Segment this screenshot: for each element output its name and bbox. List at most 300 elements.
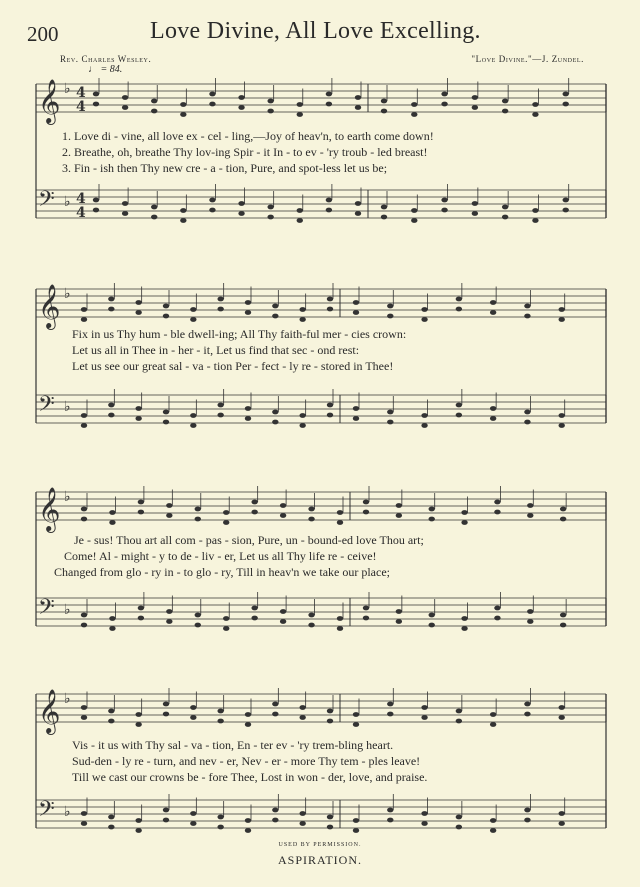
note-head [524, 712, 530, 717]
note-head [461, 520, 467, 525]
note-head [272, 420, 278, 425]
note-head [421, 317, 427, 322]
author-credit: Rev. Charles Wesley. [60, 54, 152, 64]
note-head [109, 626, 115, 631]
time-signature-bottom: 4 [76, 99, 86, 115]
note-head [81, 613, 87, 618]
note-head [429, 613, 435, 618]
note-head [122, 105, 128, 110]
note-head [190, 715, 196, 720]
bass-clef: 𝄢 [38, 595, 55, 625]
note-head [363, 606, 369, 611]
note-head [81, 507, 87, 512]
note-head [524, 314, 530, 319]
note-head [93, 208, 99, 213]
note-head [93, 198, 99, 203]
hymn-title: Love Divine, All Love Excelling. [150, 18, 481, 44]
note-head [163, 314, 169, 319]
note-head [532, 218, 538, 223]
note-head [217, 413, 223, 418]
note-head [456, 403, 462, 408]
note-head [353, 300, 359, 305]
note-head [527, 619, 533, 624]
bass-clef: 𝄢 [38, 392, 55, 422]
note-head [396, 503, 402, 508]
note-head [195, 613, 201, 618]
note-head [363, 616, 369, 621]
note-head [245, 828, 251, 833]
lyric-verse-3: Till we cast our crowns be - fore Thee, Lost in won - der, love, and praise. [72, 770, 428, 784]
note-head [223, 520, 229, 525]
note-head [490, 416, 496, 421]
note-head [353, 712, 359, 717]
note-head [337, 520, 343, 525]
note-head [494, 606, 500, 611]
note-head [217, 825, 223, 830]
note-head [190, 811, 196, 816]
note-head [421, 423, 427, 428]
note-head [560, 517, 566, 522]
note-head [363, 510, 369, 515]
note-head [180, 208, 186, 213]
note-head [251, 606, 257, 611]
note-head [209, 92, 215, 97]
note-head [429, 507, 435, 512]
lyric-verse-3: 3. Fin - ish then Thy new cre - a - tion, Pure, and spot-less let us be; [62, 161, 388, 175]
key-signature-flat: ♭ [64, 804, 71, 820]
note-head [272, 410, 278, 415]
note-head [299, 821, 305, 826]
note-head [502, 215, 508, 220]
note-head [456, 297, 462, 302]
note-head [180, 102, 186, 107]
note-head [387, 420, 393, 425]
note-head [138, 616, 144, 621]
note-head [267, 205, 273, 210]
note-head [327, 307, 333, 312]
note-head [245, 818, 251, 823]
note-head [411, 208, 417, 213]
note-head [138, 606, 144, 611]
lyric-verse-2: Sud-den - ly re - turn, and nev - er, Nev - er - more Thy tem - ples leave! [72, 754, 421, 768]
note-head [396, 513, 402, 518]
note-head [490, 818, 496, 823]
note-head [308, 623, 314, 628]
lyric-verse-1: Fix in us Thy hum - ble dwell-ing; All Thy faith-ful mer - cies crown: [72, 327, 407, 341]
note-head [327, 719, 333, 724]
note-head [217, 297, 223, 302]
note-head [297, 208, 303, 213]
note-head [135, 722, 141, 727]
note-head [81, 821, 87, 826]
note-head [559, 715, 565, 720]
note-head [456, 825, 462, 830]
note-head [441, 208, 447, 213]
note-head [166, 609, 172, 614]
note-head [308, 613, 314, 618]
note-head [563, 198, 569, 203]
note-head [81, 715, 87, 720]
lyric-verse-1: Vis - it us with Thy sal - va - tion, En - ter ev - 'ry trem-bling heart. [72, 738, 394, 752]
music-system-2 [0, 275, 640, 435]
key-signature-flat: ♭ [64, 399, 71, 415]
note-head [238, 211, 244, 216]
note-head [308, 507, 314, 512]
note-head [238, 201, 244, 206]
note-head [209, 198, 215, 203]
key-signature-flat: ♭ [64, 286, 71, 302]
note-head [494, 510, 500, 515]
note-head [209, 208, 215, 213]
note-head [327, 413, 333, 418]
note-head [163, 808, 169, 813]
note-head [190, 307, 196, 312]
note-head [490, 300, 496, 305]
note-head [524, 808, 530, 813]
note-head [337, 616, 343, 621]
note-head [327, 815, 333, 820]
note-head [326, 92, 332, 97]
note-head [195, 517, 201, 522]
note-head [461, 510, 467, 515]
note-head [280, 619, 286, 624]
note-head [563, 92, 569, 97]
note-head [532, 102, 538, 107]
key-signature-flat: ♭ [64, 602, 71, 618]
note-head [494, 616, 500, 621]
note-head [387, 712, 393, 717]
note-head [559, 821, 565, 826]
note-head [245, 416, 251, 421]
note-head [223, 616, 229, 621]
bass-clef: 𝄢 [38, 797, 55, 827]
note-head [563, 102, 569, 107]
note-head [456, 719, 462, 724]
lyric-verse-2: Let us all in Thee in - her - it, Let us find that sec - ond rest: [72, 343, 360, 357]
note-head [217, 307, 223, 312]
note-head [135, 818, 141, 823]
note-head [472, 211, 478, 216]
note-head [151, 205, 157, 210]
treble-clef: 𝄞 [38, 284, 61, 328]
note-head [353, 416, 359, 421]
note-head [524, 304, 530, 309]
note-head [195, 623, 201, 628]
note-head [108, 297, 114, 302]
note-head [456, 413, 462, 418]
note-head [441, 92, 447, 97]
note-head [151, 215, 157, 220]
note-head [490, 712, 496, 717]
note-head [272, 304, 278, 309]
note-head [299, 705, 305, 710]
note-head [238, 105, 244, 110]
note-head [524, 420, 530, 425]
note-head [299, 317, 305, 322]
note-head [299, 307, 305, 312]
note-head [108, 403, 114, 408]
note-head [163, 410, 169, 415]
note-head [363, 500, 369, 505]
note-head [166, 513, 172, 518]
note-head [387, 410, 393, 415]
note-head [217, 709, 223, 714]
note-head [421, 307, 427, 312]
note-head [108, 307, 114, 312]
note-head [245, 722, 251, 727]
note-head [108, 719, 114, 724]
note-head [429, 517, 435, 522]
note-head [217, 719, 223, 724]
note-head [387, 702, 393, 707]
note-head [190, 413, 196, 418]
note-head [381, 205, 387, 210]
note-head [297, 218, 303, 223]
note-head [421, 811, 427, 816]
note-head [490, 406, 496, 411]
note-head [267, 109, 273, 114]
note-head [355, 95, 361, 100]
note-head [163, 818, 169, 823]
note-head [138, 510, 144, 515]
note-head [81, 517, 87, 522]
note-head [151, 99, 157, 104]
note-head [559, 423, 565, 428]
note-head [272, 818, 278, 823]
note-head [267, 215, 273, 220]
note-head [180, 218, 186, 223]
note-head [109, 520, 115, 525]
note-head [280, 503, 286, 508]
note-head [461, 616, 467, 621]
note-head [353, 406, 359, 411]
note-head [245, 406, 251, 411]
note-head [245, 712, 251, 717]
note-head [327, 709, 333, 714]
note-head [251, 510, 257, 515]
note-head [381, 99, 387, 104]
note-head [527, 503, 533, 508]
note-head [472, 201, 478, 206]
lyric-verse-1: 1. Love di - vine, all love ex - cel - ling,—Joy of heav'n, to earth come down! [62, 129, 434, 143]
note-head [563, 208, 569, 213]
lyric-verse-2: Come! Al - might - y to de - liv - er, Let us all Thy life re - ceive! [64, 549, 377, 563]
note-head [166, 503, 172, 508]
lyric-verse-3: Changed from glo - ry in - to glo - ry, Till in heav'n we take our place; [54, 565, 390, 579]
note-head [456, 709, 462, 714]
note-head [163, 712, 169, 717]
note-head [524, 702, 530, 707]
note-head [411, 102, 417, 107]
bass-clef: 𝄢 [38, 187, 55, 217]
lyric-verse-1: Je - sus! Thou art all com - pas - sion, Pure, un - bound-ed love Thou art; [74, 533, 424, 547]
key-signature-flat: ♭ [64, 81, 71, 97]
note-head [490, 310, 496, 315]
note-head [272, 712, 278, 717]
note-head [421, 705, 427, 710]
note-head [299, 423, 305, 428]
tune-name: ASPIRATION. [277, 853, 362, 867]
note-head [411, 218, 417, 223]
permission-note: USED BY PERMISSION. [278, 842, 362, 848]
note-head [166, 619, 172, 624]
note-head [527, 513, 533, 518]
note-head [560, 623, 566, 628]
note-head [326, 102, 332, 107]
note-head [387, 314, 393, 319]
note-head [223, 510, 229, 515]
note-head [421, 715, 427, 720]
note-head [411, 112, 417, 117]
music-system-1 [0, 70, 640, 230]
note-head [355, 105, 361, 110]
note-head [327, 825, 333, 830]
note-head [490, 722, 496, 727]
note-head [429, 623, 435, 628]
note-head [353, 722, 359, 727]
note-head [245, 300, 251, 305]
note-head [223, 626, 229, 631]
note-head [122, 95, 128, 100]
note-head [297, 112, 303, 117]
note-head [81, 317, 87, 322]
treble-clef: 𝄞 [38, 79, 61, 123]
note-head [238, 95, 244, 100]
time-signature-top: 4 [76, 191, 86, 207]
note-head [502, 99, 508, 104]
note-head [355, 201, 361, 206]
note-head [502, 205, 508, 210]
note-head [441, 102, 447, 107]
note-head [337, 510, 343, 515]
note-head [327, 297, 333, 302]
note-head [299, 811, 305, 816]
note-head [559, 811, 565, 816]
note-head [280, 513, 286, 518]
note-head [135, 828, 141, 833]
note-head [251, 500, 257, 505]
note-head [195, 507, 201, 512]
key-signature-flat: ♭ [64, 691, 71, 707]
note-head [472, 95, 478, 100]
note-head [190, 821, 196, 826]
note-head [524, 818, 530, 823]
note-head [441, 198, 447, 203]
note-head [81, 423, 87, 428]
note-head [122, 211, 128, 216]
note-head [163, 702, 169, 707]
note-head [559, 307, 565, 312]
note-head [461, 626, 467, 631]
page-number: 200 [27, 22, 59, 46]
note-head [299, 715, 305, 720]
note-head [353, 310, 359, 315]
note-head [502, 109, 508, 114]
note-head [190, 317, 196, 322]
note-head [472, 105, 478, 110]
note-head [245, 310, 251, 315]
note-head [272, 808, 278, 813]
note-head [209, 102, 215, 107]
treble-clef: 𝄞 [38, 487, 61, 531]
note-head [559, 705, 565, 710]
note-head [180, 112, 186, 117]
note-head [135, 406, 141, 411]
note-head [108, 413, 114, 418]
time-signature-bottom: 4 [76, 205, 86, 221]
tempo-marking: ♩ = 84. [88, 64, 123, 75]
note-head [560, 613, 566, 618]
note-head [109, 616, 115, 621]
note-head [421, 821, 427, 826]
note-head [272, 702, 278, 707]
note-head [326, 208, 332, 213]
note-head [108, 815, 114, 820]
note-head [81, 307, 87, 312]
note-head [108, 825, 114, 830]
note-head [396, 619, 402, 624]
note-head [122, 201, 128, 206]
note-head [353, 818, 359, 823]
key-signature-flat: ♭ [64, 194, 71, 210]
note-head [163, 304, 169, 309]
note-head [381, 215, 387, 220]
note-head [355, 211, 361, 216]
note-head [93, 102, 99, 107]
note-head [138, 500, 144, 505]
note-head [135, 310, 141, 315]
note-head [387, 808, 393, 813]
note-head [217, 815, 223, 820]
note-head [81, 413, 87, 418]
lyric-verse-2: 2. Breathe, oh, breathe Thy lov-ing Spir - it In - to ev - 'ry troub - led breast! [62, 145, 428, 159]
note-head [327, 403, 333, 408]
note-head [308, 517, 314, 522]
note-head [527, 609, 533, 614]
note-head [560, 507, 566, 512]
note-head [490, 828, 496, 833]
note-head [299, 413, 305, 418]
note-head [190, 423, 196, 428]
note-head [456, 815, 462, 820]
note-head [532, 112, 538, 117]
note-head [387, 304, 393, 309]
note-head [421, 413, 427, 418]
note-head [217, 403, 223, 408]
note-head [272, 314, 278, 319]
note-head [396, 609, 402, 614]
treble-clef: 𝄞 [38, 689, 61, 733]
note-head [456, 307, 462, 312]
time-signature-top: 4 [76, 85, 86, 101]
note-head [326, 198, 332, 203]
note-head [381, 109, 387, 114]
note-head [280, 609, 286, 614]
note-head [297, 102, 303, 107]
note-head [81, 705, 87, 710]
note-head [81, 623, 87, 628]
composer-credit: "Love Divine."—J. Zundel. [471, 54, 584, 64]
note-head [81, 811, 87, 816]
note-head [135, 712, 141, 717]
note-head [109, 510, 115, 515]
note-head [190, 705, 196, 710]
note-head [353, 828, 359, 833]
note-head [559, 413, 565, 418]
note-head [251, 616, 257, 621]
note-head [135, 416, 141, 421]
note-head [524, 410, 530, 415]
